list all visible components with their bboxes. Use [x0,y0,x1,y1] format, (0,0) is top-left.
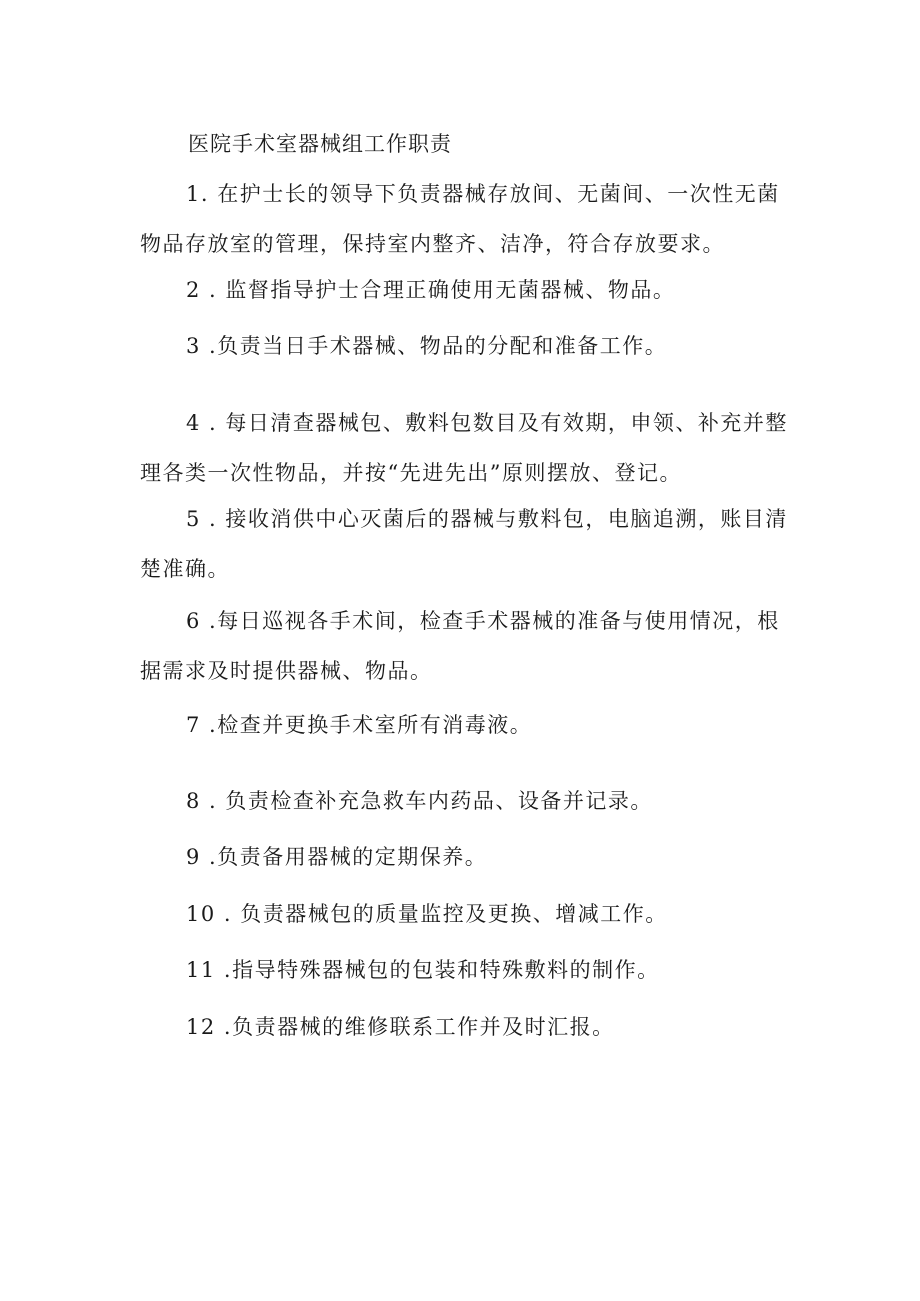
duty-item-1: 1. 在护士长的领导下负责器械存放间、无菌间、一次性无菌物品存放室的管理，保持室内整齐、洁净，符合存放要求。 [140,182,780,256]
duty-item-11: 11 .指导特殊器械包的包装和特殊敷料的制作。 [186,958,660,982]
duty-item-8: 8 . 负责检查补充急救车内药品、设备并记录。 [186,789,653,813]
duty-item-12: 12 .负责器械的维修联系工作并及时汇报。 [186,1015,615,1039]
duty-item-3: 3 .负责当日手术器械、物品的分配和准备工作。 [186,334,668,358]
duty-item-7: 7 .检查并更换手术室所有消毒液。 [186,713,533,737]
document-title: 医院手术室器械组工作职责 [188,132,452,156]
duty-item-10: 10 . 负责器械包的质量监控及更换、增减工作。 [186,902,668,926]
duty-item-4: 4 . 每日清查器械包、敷料包数目及有效期，申领、补充并整理各类一次性物品，并按“先进先出”原则摆放、登记。 [140,411,788,485]
duty-item-5: 5 . 接收消供中心灭菌后的器械与敷料包，电脑追溯，账目清楚准确。 [140,507,788,581]
duty-item-6: 6 .每日巡视各手术间，检查手术器械的准备与使用情况，根据需求及时提供器械、物品。 [140,609,780,683]
duty-item-9: 9 .负责备用器械的定期保养。 [186,845,488,869]
duty-item-2: 2 . 监督指导护士合理正确使用无菌器械、物品。 [186,278,676,302]
